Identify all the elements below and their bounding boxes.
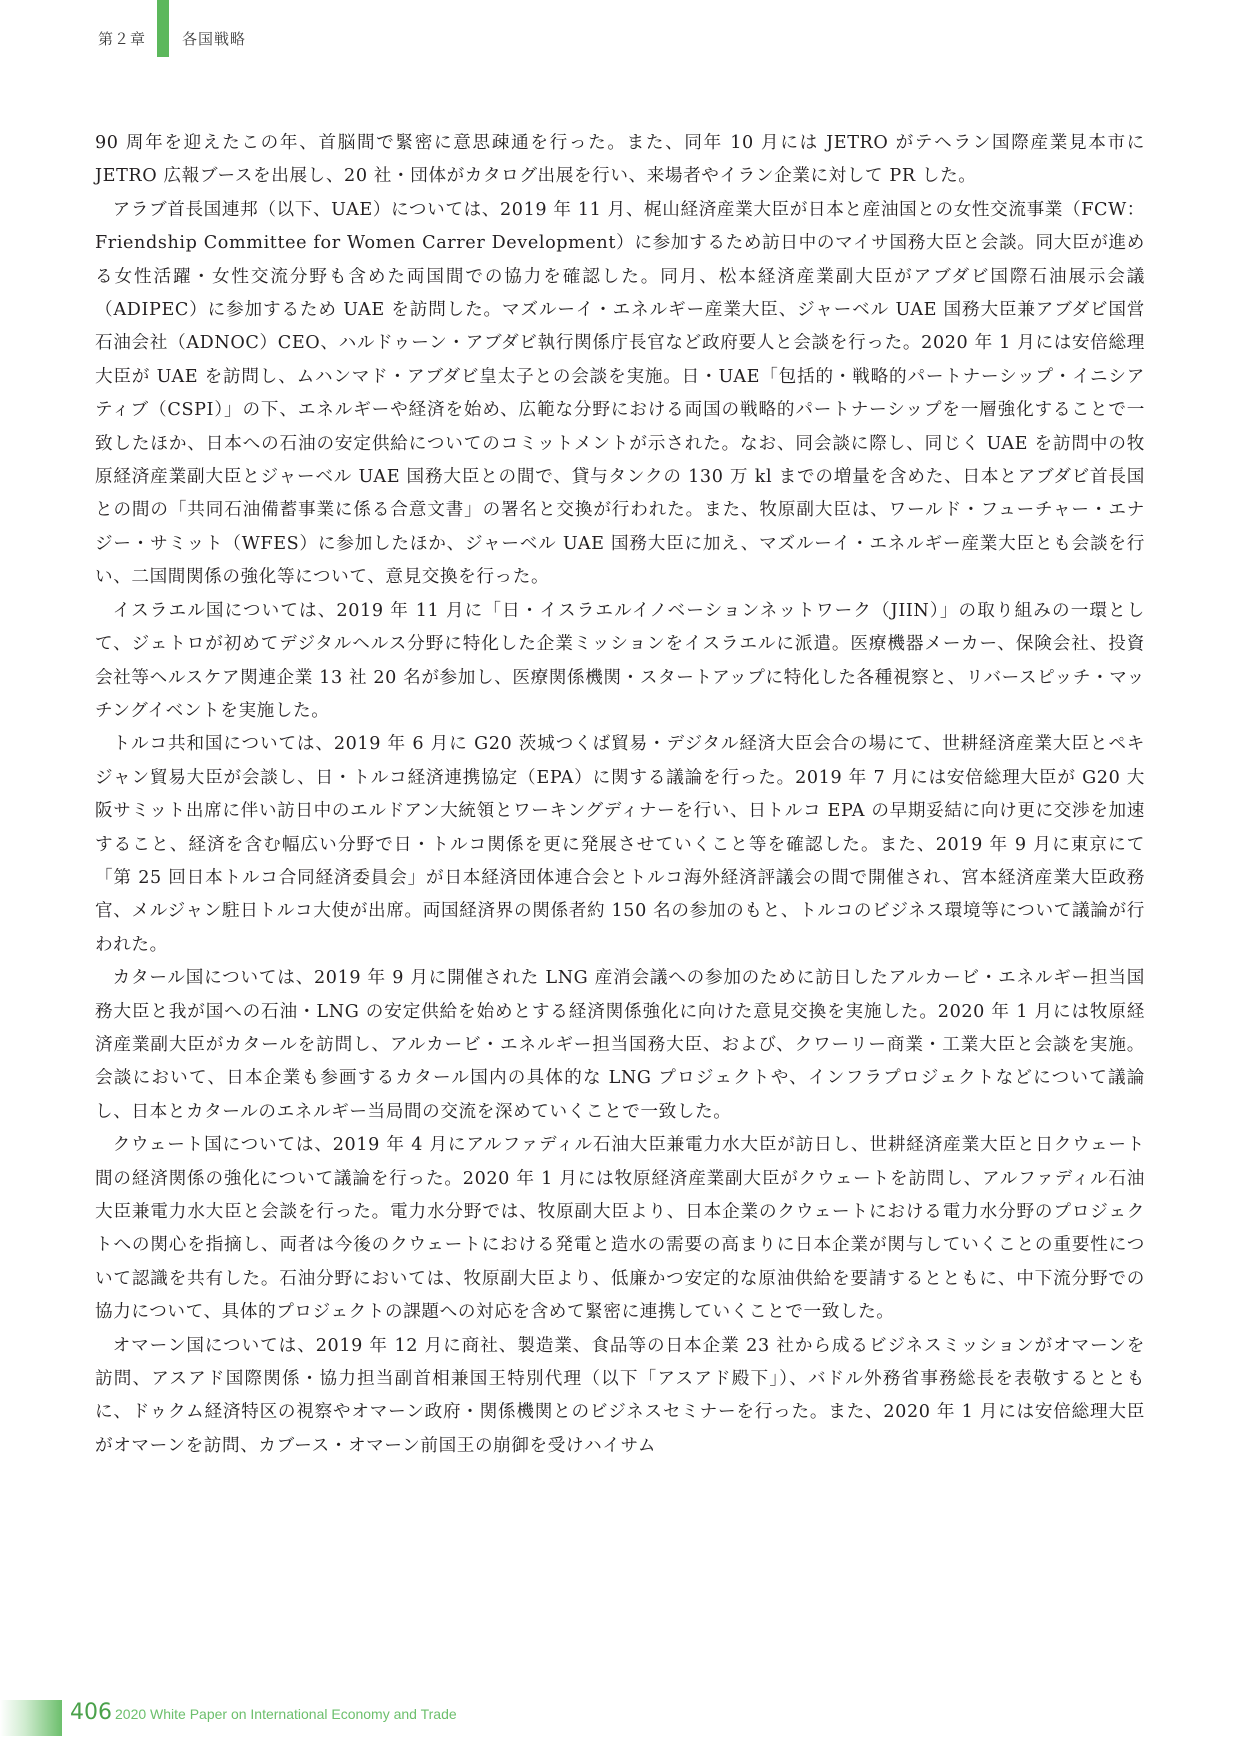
paragraph: オマーン国については、2019 年 12 月に商社、製造業、食品等の日本企業 23 社から成るビジネスミッションがオマーンを訪問、アスアド国際関係・協力担当副首相兼国王特別代理（以下「アスアド殿下」）、バドル外務省事務総長を表敬するとともに、ドゥクム経済特区の視察やオマーン政府・関係機関とのビジネスセミナーを行った。また、2020 年 1 月には安倍総理大臣がオマーンを訪問、カブース・オマーン前国王の崩御を受けハイサム [95, 1335, 1145, 1456]
section-label: 各国戦略 [182, 30, 247, 48]
paragraph: イスラエル国については、2019 年 11 月に「日・イスラエルイノベーションネットワーク（JIIN）」の取り組みの一環として、ジェトロが初めてデジタルヘルス分野に特化した企業ミッションをイスラエルに派遣。医療機器メーカー、保険会社、投資会社等ヘルスケア関連企業 13 社 20 名が参加し、医療関係機関・スタートアップに特化した各種視察と、リバースピッチ・マッチングイベントを実施した。 [95, 600, 1145, 721]
paragraph: 90 周年を迎えたこの年、首脳間で緊密に意思疎通を行った。また、同年 10 月には JETRO がテヘラン国際産業見本市に JETRO 広報ブースを出展し、20 社・団体がカタログ出展を行い、来場者やイラン企業に対して PR した。 [95, 133, 1145, 187]
footer-accent [0, 1700, 62, 1736]
paragraph: カタール国については、2019 年 9 月に開催された LNG 産消会議への参加のために訪日したアルカービ・エネルギー担当国務大臣と我が国への石油・LNG の安定供給を始めとする経済関係強化に向けた意見交換を実施した。2020 年 1 月には牧原経済産業副大臣がカタールを訪問し、アルカービ・エネルギー担当国務大臣、および、クワーリー商業・工業大臣と会談を実施。会談において、日本企業も参画するカタール国内の具体的な LNG プロジェクトや、インフラプロジェクトなどについて議論し、日本とカタールのエネルギー当局間の交流を深めていくことで一致した。 [95, 968, 1145, 1122]
paragraph: クウェート国については、2019 年 4 月にアルファディル石油大臣兼電力水大臣が訪日し、世耕経済産業大臣と日クウェート間の経済関係の強化について議論を行った。2020 年 1 月には牧原経済産業副大臣がクウェートを訪問し、アルファディル石油大臣兼電力水大臣と会談を行った。電力水分野では、牧原副大臣より、日本企業のクウェートにおける電力水分野のプロジェクトへの関心を指摘し、両者は今後のクウェートにおける発電と造水の需要の高まりに日本企業が関与していくことの重要性について認識を共有した。石油分野においては、牧原副大臣より、低廉かつ安定的な原油供給を要請するとともに、中下流分野での協力について、具体的プロジェクトの課題への対応を含めて緊密に連携していくことで一致した。 [95, 1135, 1145, 1323]
paragraph: トルコ共和国については、2019 年 6 月に G20 茨城つくば貿易・デジタル経済大臣会合の場にて、世耕経済産業大臣とペキジャン貿易大臣が会談し、日・トルコ経済連携協定（EPA）に関する議論を行った。2019 年 7 月には安倍総理大臣が G20 大阪サミット出席に伴い訪日中のエルドアン大統領とワーキングディナーを行い、日トルコ EPA の早期妥結に向け更に交渉を加速すること、経済を含む幅広い分野で日・トルコ関係を更に発展させていくこと等を確認した。また、2019 年 9 月に東京にて「第 25 回日本トルコ合同経済委員会」が日本経済団体連合会とトルコ海外経済評議会の間で開催され、宮本経済産業大臣政務官、メルジャン駐日トルコ大使が出席。両国経済界の関係者約 150 名の参加のもと、トルコのビジネス環境等について議論が行われた。 [95, 734, 1145, 955]
page-number: 406 [70, 1700, 112, 1725]
footer-title: 2020 White Paper on International Economy and Trade [115, 1706, 457, 1722]
header-accent-bar [157, 0, 169, 57]
page-header [0, 0, 1241, 80]
chapter-label: 第２章 [98, 30, 147, 48]
body-text [95, 127, 1145, 1463]
paragraph: アラブ首長国連邦（以下、UAE）については、2019 年 11 月、梶山経済産業大臣が日本と産油国との女性交流事業（FCW：Friendship Committee for Women Carrer Development）に参加するため訪日中のマイサ国務大臣と会談。同大臣が進める女性活躍・女性交流分野も含めた両国間での協力を確認した。同月、松本経済産業副大臣がアブダビ国際石油展示会議（ADIPEC）に参加するため UAE を訪問した。マズルーイ・エネルギー産業大臣、ジャーベル UAE 国務大臣兼アブダビ国営石油会社（ADNOC）CEO、ハルドゥーン・アブダビ執行関係庁長官など政府要人と会談を行った。2020 年 1 月には安倍総理大臣が UAE を訪問し、ムハンマド・アブダビ皇太子との会談を実施。日・UAE「包括的・戦略的パートナーシップ・イニシアティブ（CSPI）」の下、エネルギーや経済を始め、広範な分野における両国の戦略的パートナーシップを一層強化することで一致したほか、日本への石油の安定供給についてのコミットメントが示された。なお、同会談に際し、同じく UAE を訪問中の牧原経済産業副大臣とジャーベル UAE 国務大臣との間で、貸与タンクの 130 万 kl までの増量を含めた、日本とアブダビ首長国との間の「共同石油備蓄事業に係る合意文書」の署名と交換が行われた。また、牧原副大臣は、ワールド・フューチャー・エナジー・サミット（WFES）に参加したほか、ジャーベル UAE 国務大臣に加え、マズルーイ・エネルギー産業大臣とも会談を行い、二国間関係の強化等について、意見交換を行った。 [95, 199, 1145, 588]
